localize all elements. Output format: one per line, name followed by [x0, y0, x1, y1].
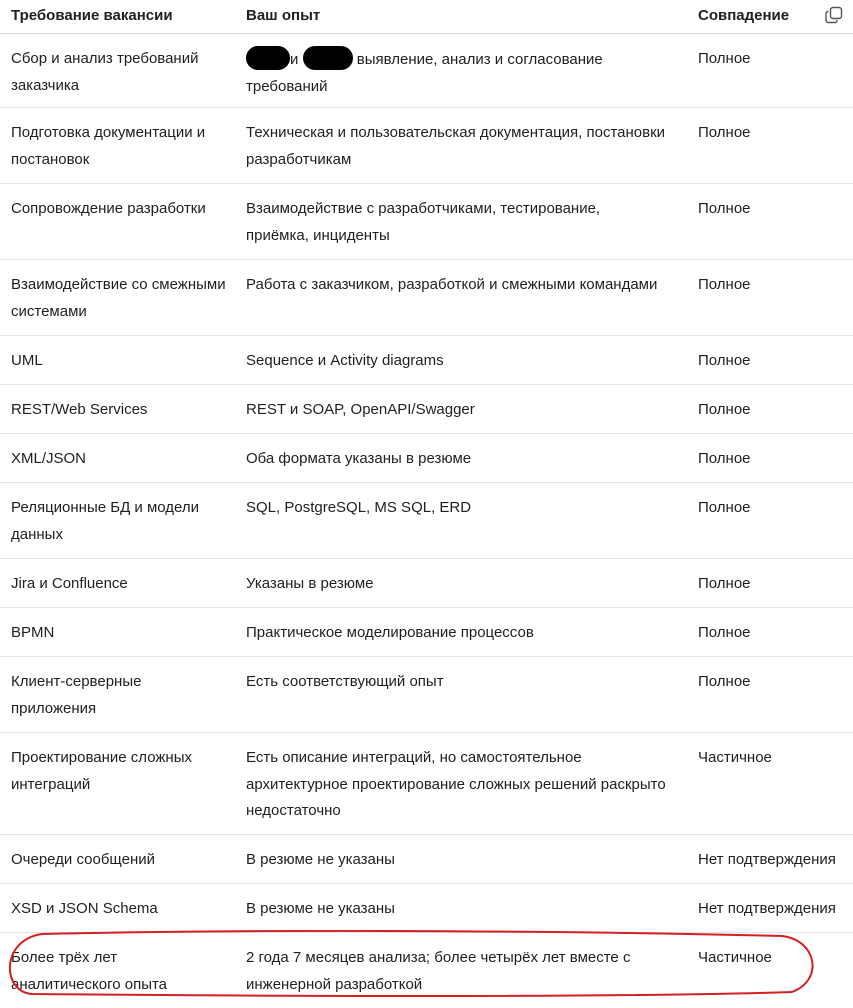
- header-experience: Ваш опыт: [246, 7, 321, 24]
- cell-experience: В резюме не указаны: [246, 900, 395, 917]
- table-row: [0, 884, 853, 933]
- cell-experience: SQL, PostgreSQL, MS SQL, ERD: [246, 499, 472, 516]
- cell-requirement: XSD и JSON Schema: [11, 900, 158, 917]
- cell-match: Полное: [698, 450, 751, 467]
- cell-requirement: XML/JSON: [11, 450, 87, 467]
- cell-requirement: BPMN: [11, 624, 55, 641]
- cell-match: Полное: [698, 624, 751, 641]
- redaction-mark: [303, 46, 353, 70]
- cell-experience: Оба формата указаны в резюме: [246, 450, 472, 467]
- cell-match: Полное: [698, 499, 751, 516]
- cell-match: Частичное: [698, 749, 772, 766]
- cell-experience: REST и SOAP, OpenAPI/Swagger: [246, 401, 475, 418]
- table-row: [0, 434, 853, 483]
- table-row: [0, 108, 853, 184]
- cell-requirement: Очереди сообщений: [11, 851, 155, 868]
- copy-icon[interactable]: [825, 6, 843, 24]
- cell-match: Полное: [698, 276, 751, 293]
- cell-match: Полное: [698, 673, 751, 690]
- cell-experience: [246, 46, 666, 100]
- cell-experience: Взаимодействие с разработчиками, тестирование, приёмка, инциденты: [246, 200, 601, 244]
- table-row: [0, 34, 853, 108]
- cell-requirement: Проектирование сложных интеграций: [11, 749, 192, 793]
- table-row: [0, 835, 853, 884]
- table-row: [0, 608, 853, 657]
- cell-match: Полное: [698, 50, 751, 67]
- cell-requirement: Сопровождение разработки: [11, 200, 206, 217]
- cell-match: Нет подтверждения: [698, 851, 836, 868]
- cell-match: Полное: [698, 124, 751, 141]
- table-row: [0, 933, 853, 1008]
- cell-experience: 2 года 7 месяцев анализа; более четырёх лет вместе с инженерной разработкой: [246, 949, 631, 993]
- table-row: [0, 184, 853, 260]
- cell-experience: Практическое моделирование процессов: [246, 624, 534, 641]
- table-row: [0, 559, 853, 608]
- cell-match: Полное: [698, 352, 751, 369]
- table-row: [0, 657, 853, 733]
- experience-text: выявление, анализ и согласование требований: [246, 51, 603, 95]
- cell-requirement: Реляционные БД и модели данных: [11, 499, 200, 543]
- table-row: [0, 483, 853, 559]
- header-match: Совпадение: [698, 7, 790, 24]
- cell-requirement: UML: [11, 352, 43, 369]
- cell-requirement: REST/Web Services: [11, 401, 148, 418]
- cell-experience: Есть описание интеграций, но самостоятельное архитектурное проектирование сложных решений раскрыто недостаточно: [246, 749, 666, 819]
- cell-experience: Указаны в резюме: [246, 575, 374, 592]
- cell-match: Полное: [698, 575, 751, 592]
- table-row: [0, 733, 853, 835]
- table-row: [0, 336, 853, 385]
- table-row: [0, 260, 853, 336]
- cell-requirement: Jira и Confluence: [11, 575, 128, 592]
- cell-requirement: Клиент-серверные приложения: [11, 673, 142, 717]
- cell-requirement: Взаимодействие со смежными системами: [11, 276, 226, 320]
- cell-experience: Работа с заказчиком, разработкой и смежными командами: [246, 276, 658, 293]
- cell-match: Частичное: [698, 949, 772, 966]
- cell-match: Полное: [698, 401, 751, 418]
- cell-requirement: Сбор и анализ требований заказчика: [11, 50, 199, 94]
- cell-requirement: Подготовка документации и постановок: [11, 124, 206, 168]
- table-header: [0, 0, 853, 34]
- cell-match: Нет подтверждения: [698, 900, 836, 917]
- cell-experience: В резюме не указаны: [246, 851, 395, 868]
- cell-requirement: Более трёх лет аналитического опыта: [11, 949, 168, 993]
- experience-prefix: и: [290, 51, 299, 68]
- cell-experience: Техническая и пользовательская документация, постановки разработчикам: [246, 124, 666, 168]
- redaction-mark: [246, 46, 290, 70]
- table-row: [0, 385, 853, 434]
- header-requirement: Требование вакансии: [11, 7, 173, 24]
- cell-experience: Есть соответствующий опыт: [246, 673, 444, 690]
- cell-experience: Sequence и Activity diagrams: [246, 352, 444, 369]
- cell-match: Полное: [698, 200, 751, 217]
